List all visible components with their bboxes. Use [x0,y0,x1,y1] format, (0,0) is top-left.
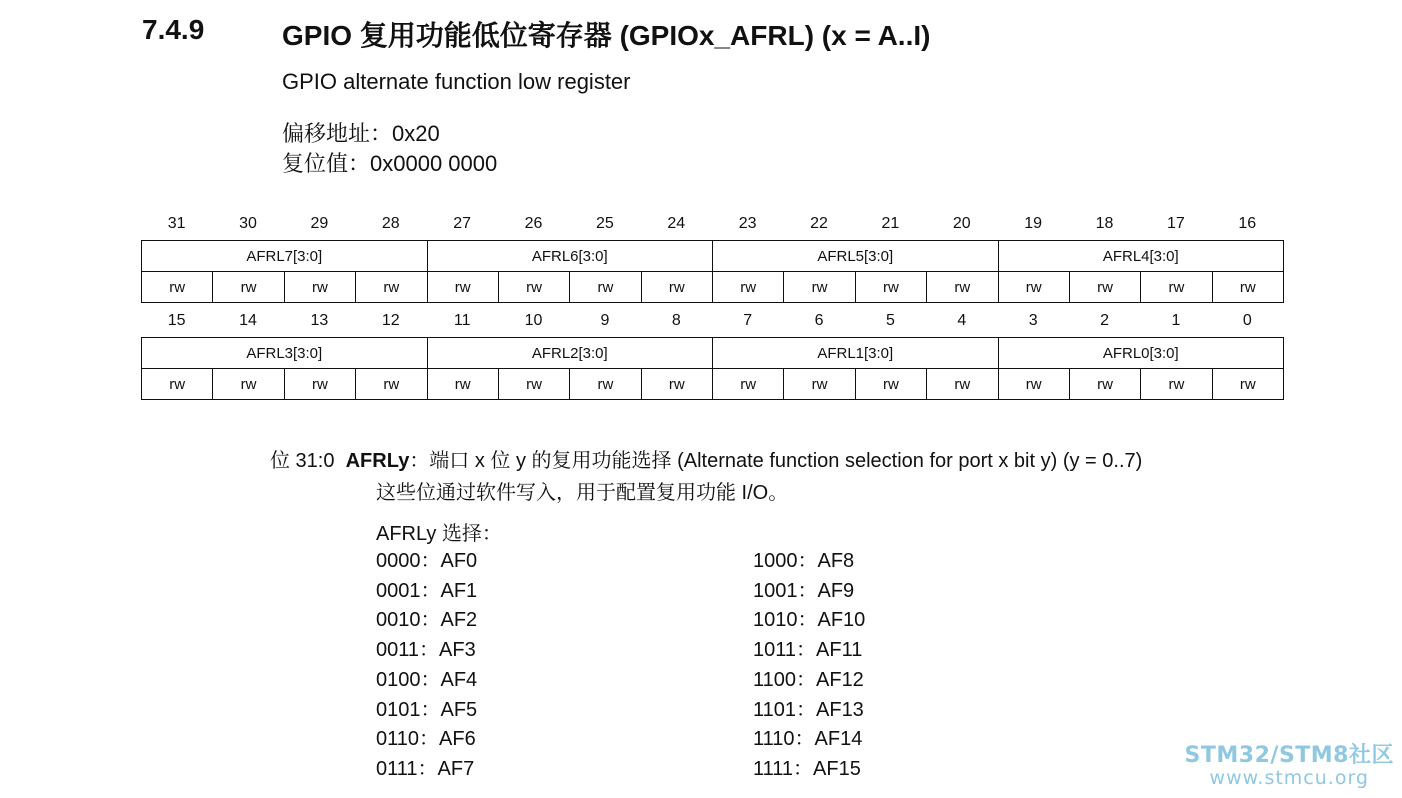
bit-number: 11 [453,312,471,329]
bit-number: 16 [1238,215,1257,232]
access-cell: rw [998,272,1069,303]
bit-number: 23 [738,215,757,232]
option-item: 0000：AF0 [376,550,478,572]
option-item: 1111：AF15 [753,757,861,780]
access-row-upper [142,272,1284,303]
option-item: 0100：AF4 [376,668,478,691]
bit-number: 9 [600,312,610,329]
bit-description [270,444,1142,473]
bit-number: 20 [952,215,971,232]
reset-value: 复位值：0x0000 0000 [282,151,498,176]
bit-number: 3 [1028,312,1038,329]
option-item: 0011：AF3 [376,639,476,662]
offset-address: 偏移地址：0x20 [282,121,440,146]
bit-number: 19 [1024,215,1043,232]
bit-number: 24 [667,215,686,232]
option-item: 1010：AF10 [753,609,866,632]
register-table-lower [141,337,1284,400]
access-cell: rw [570,272,641,303]
access-cell: rw [213,272,284,303]
option-item: 0101：AF5 [376,698,478,721]
bit-number: 8 [671,312,681,329]
field-description-line2: 这些位通过软件写入，用于配置复用功能 I/O。 [376,482,789,504]
bit-number: 10 [524,312,543,329]
access-cell: rw [1069,272,1140,303]
option-item: 1011：AF11 [753,639,863,662]
bit-number: 1 [1171,312,1181,329]
bit-number: 25 [596,215,614,232]
field-description: ：端口 x 位 y 的复用功能选择 (Alternate function selection for port x bit y) (y = 0..7) [409,450,1143,472]
access-cell: rw [855,272,926,303]
access-cell: rw [927,272,998,303]
register-field: AFRL6[3:0] [427,241,713,272]
bit-number: 21 [881,215,900,232]
access-cell: rw [1212,369,1283,400]
access-cell: rw [356,369,427,400]
watermark-brand: STM32/STM8社区 [1184,743,1394,768]
option-item: 0001：AF1 [376,579,478,602]
bit-number: 5 [885,312,895,329]
option-item: 1110：AF14 [753,728,863,751]
access-row-lower [142,369,1284,400]
bit-number: 30 [239,215,257,232]
access-cell: rw [356,272,427,303]
bit-number: 28 [381,215,400,232]
access-cell: rw [213,369,284,400]
bit-number: 2 [1100,312,1110,329]
access-cell: rw [641,369,712,400]
bit-number: 18 [1095,215,1114,232]
access-cell: rw [784,272,855,303]
register-field: AFRL3[3:0] [142,338,428,369]
register-field: AFRL4[3:0] [998,241,1284,272]
access-cell: rw [427,369,498,400]
option-item: 0010：AF2 [376,609,478,632]
access-cell: rw [142,369,213,400]
option-item: 1101：AF13 [753,698,864,721]
access-cell: rw [1212,272,1283,303]
bit-number: 31 [167,215,186,232]
select-label: AFRLy 选择： [376,523,502,545]
bits-label: 位 31:0 [270,450,335,472]
bit-number: 15 [167,312,186,329]
option-item: 1000：AF8 [753,550,855,572]
access-cell: rw [142,272,213,303]
register-table-upper [141,240,1284,303]
access-cell: rw [855,369,926,400]
section-title: GPIO 复用功能低位寄存器 (GPIOx_AFRL) (x = A..I) [282,20,931,51]
bit-number: 6 [814,312,824,329]
bit-number: 13 [310,312,329,329]
register-field: AFRL7[3:0] [142,241,428,272]
bit-number: 14 [239,312,257,329]
section-number: 7.4.9 [142,14,205,45]
field-name: AFRLy [345,450,410,472]
access-cell: rw [998,369,1069,400]
register-subtitle: GPIO alternate function low register [282,69,631,94]
register-field: AFRL0[3:0] [998,338,1284,369]
access-cell: rw [284,369,355,400]
bit-number-row-lower [141,310,1283,332]
bit-number: 17 [1167,215,1185,232]
option-item: 0111：AF7 [376,757,475,780]
access-cell: rw [284,272,355,303]
bit-number: 22 [810,215,828,232]
access-cell: rw [1141,369,1212,400]
access-cell: rw [427,272,498,303]
access-cell: rw [570,369,641,400]
watermark [1185,744,1394,788]
access-cell: rw [641,272,712,303]
bit-number: 4 [957,312,967,329]
access-cell: rw [1069,369,1140,400]
access-cell: rw [498,369,569,400]
field-row-lower [142,338,1284,369]
register-field: AFRL2[3:0] [427,338,713,369]
bit-number-row-upper [141,213,1283,235]
bit-number: 12 [381,312,400,329]
option-item: 1100：AF12 [753,668,864,691]
bit-number: 29 [310,215,329,232]
field-row-upper [142,241,1284,272]
register-field: AFRL1[3:0] [713,338,999,369]
bit-number: 0 [1242,312,1252,329]
access-cell: rw [784,369,855,400]
bit-number: 7 [743,312,753,329]
access-cell: rw [713,369,784,400]
bit-number: 27 [453,215,472,232]
option-item: 0110：AF6 [376,728,476,751]
watermark-url: www.stmcu.org [1209,767,1369,789]
access-cell: rw [927,369,998,400]
bit-number: 26 [524,215,543,232]
option-item: 1001：AF9 [753,579,855,602]
register-field: AFRL5[3:0] [713,241,999,272]
access-cell: rw [1141,272,1212,303]
access-cell: rw [498,272,569,303]
access-cell: rw [713,272,784,303]
